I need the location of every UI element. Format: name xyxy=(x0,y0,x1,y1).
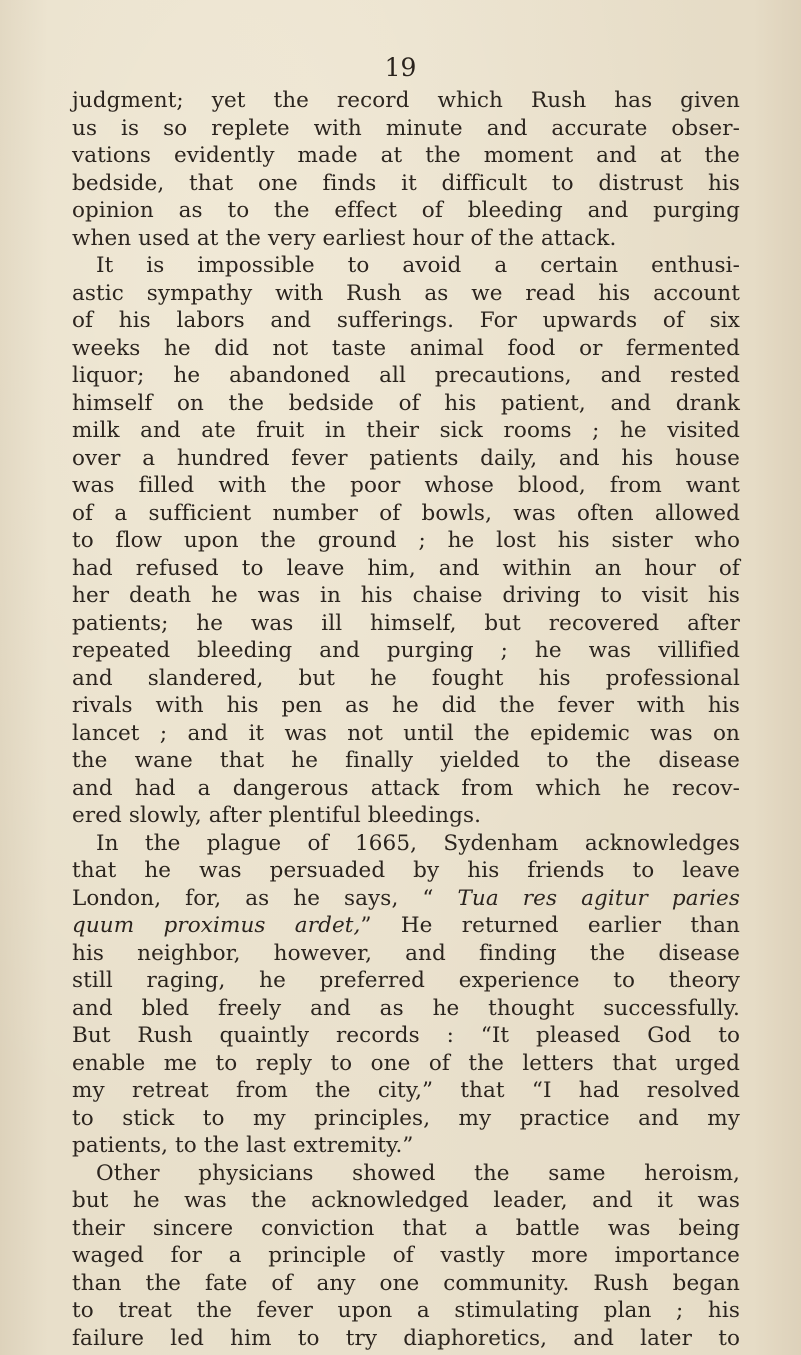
text-line: to stick to my principles, my practice and my xyxy=(72,1105,740,1131)
text-line: It is impossible to avoid a certain enthusi- xyxy=(96,253,740,278)
text-line: us is so replete with minute and accurate obser- xyxy=(72,115,740,141)
text-line: ered slowly, after plentiful bleedings. xyxy=(72,803,482,828)
text-line: repeated bleeding and purging ; he was villified xyxy=(72,638,740,663)
text-line: to treat the fever upon a stimulating plan ; his xyxy=(72,1298,740,1323)
text-line: patients, to the last extremity.” xyxy=(72,1133,414,1158)
text-line: of his labors and sufferings. For upwards of six xyxy=(72,308,740,333)
text-line: was filled with the poor whose blood, from want xyxy=(72,473,740,498)
text-line: milk and ate fruit in their sick rooms ; he visited xyxy=(72,418,740,443)
text-segment: ” He returned earlier than xyxy=(360,913,740,938)
text-line: But Rush quaintly records : “It pleased God to xyxy=(72,1023,740,1048)
text-line: himself on the bedside of his patient, and drank xyxy=(72,390,740,416)
text-line: of a sufficient number of bowls, was often allowed xyxy=(72,500,740,526)
italic-text: quum proximus ardet, xyxy=(72,913,361,938)
text-line: In the plague of 1665, Sydenham acknowledges xyxy=(96,830,740,856)
text-line: over a hundred fever patients daily, and his house xyxy=(72,445,740,471)
text-line: and had a dangerous attack from which he recov- xyxy=(72,775,740,801)
text-line xyxy=(72,912,740,940)
italic-text: Tua res agitur paries xyxy=(457,885,741,911)
text-line: than the fate of any one community. Rush began xyxy=(72,1270,740,1296)
text-line: that he was persuaded by his friends to leave xyxy=(72,858,740,883)
text-line: vations evidently made at the moment and at the xyxy=(72,143,740,168)
text-line: bedside, that one finds it difficult to distrust his xyxy=(72,170,740,196)
text-line: liquor; he abandoned all precautions, and rested xyxy=(72,363,740,388)
text-line: judgment; yet the record which Rush has given xyxy=(72,88,740,113)
text-line: when used at the very earliest hour of the attack. xyxy=(72,225,617,251)
text-line: still raging, he preferred experience to theory xyxy=(72,968,740,993)
text-line: her death he was in his chaise driving to visit his xyxy=(72,583,740,608)
text-line: weeks he did not taste animal food or fermented xyxy=(72,335,740,361)
page-number: 19 xyxy=(384,53,417,82)
text-line: the wane that he finally yielded to the disease xyxy=(72,748,740,773)
text-line: rivals with his pen as he did the fever with his xyxy=(72,693,740,718)
text-line: patients; he was ill himself, but recovered after xyxy=(72,610,740,636)
text-line: lancet ; and it was not until the epidemic was on xyxy=(72,720,740,746)
text-line: and slandered, but he fought his professional xyxy=(72,665,740,691)
text-line: but he was the acknowledged leader, and it was xyxy=(72,1188,740,1213)
body-text xyxy=(72,87,740,1352)
text-line: and bled freely and as he thought successfully. xyxy=(72,995,740,1021)
text-line: enable me to reply to one of the letters that urged xyxy=(72,1050,740,1076)
text-line xyxy=(72,885,740,913)
text-line: had refused to leave him, and within an hour of xyxy=(72,555,740,581)
text-line: failure led him to try diaphoretics, and later to xyxy=(72,1325,740,1351)
text-line: my retreat from the city,” that “I had resolved xyxy=(72,1078,740,1103)
text-line: his neighbor, however, and finding the disease xyxy=(72,940,740,966)
text-segment: London, for, as he says, “ xyxy=(72,885,458,911)
text-line: waged for a principle of vastly more importance xyxy=(72,1243,740,1268)
text-line: to flow upon the ground ; he lost his sister who xyxy=(72,528,740,553)
text-line: opinion as to the effect of bleeding and purging xyxy=(72,198,740,223)
text-line: astic sympathy with Rush as we read his account xyxy=(72,280,740,306)
text-line: Other physicians showed the same heroism, xyxy=(96,1160,740,1186)
text-line: their sincere conviction that a battle was being xyxy=(72,1215,740,1241)
